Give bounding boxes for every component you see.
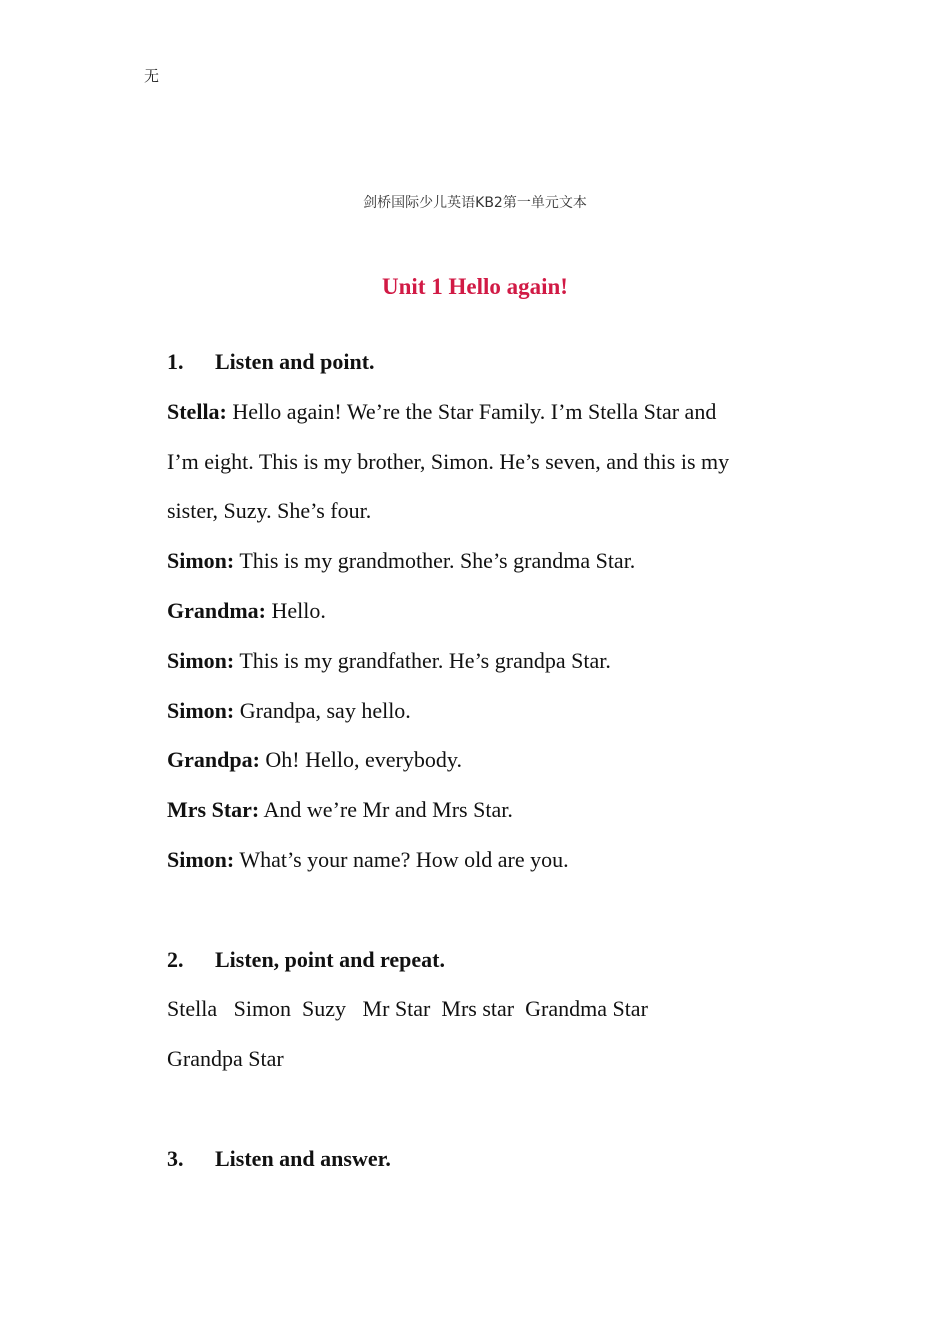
speaker-label: Simon: [167, 548, 235, 574]
names-line: Stella Simon Suzy Mr Star Mrs star Grandma Star [167, 996, 648, 1022]
section-heading-text: Listen and answer. [215, 1145, 391, 1171]
speaker-label: Simon: [167, 697, 235, 723]
section-number: 1. [167, 349, 184, 374]
section-1-heading [167, 337, 807, 387]
speaker-label: Stella: [167, 398, 227, 424]
dialogue-text: What’s your name? How old are you. [234, 846, 569, 872]
section-2-heading [167, 935, 807, 985]
dialogue-text: Hello again! We’re the Star Family. I’m Stella Star and [226, 398, 717, 424]
speaker-label: Simon: [167, 647, 235, 673]
section-3-heading [167, 1134, 807, 1184]
section-number: 2. [167, 946, 184, 972]
blank-line [167, 885, 807, 935]
section-number: 3. [167, 1145, 184, 1171]
unit-title: Unit 1 Hello again! [382, 274, 568, 299]
dialogue-text: This is my grandfather. He’s grandpa Star. [234, 647, 611, 673]
section-heading-text: Listen, point and repeat. [215, 946, 446, 972]
speaker-label: Simon: [167, 846, 235, 872]
dialogue-text: Oh! Hello, everybody. [259, 747, 462, 773]
dialogue-text: This is my grandmother. She’s grandma Star. [234, 548, 636, 574]
dialogue-line [167, 686, 807, 736]
dialogue-line [167, 387, 807, 437]
dialogue-text: Hello. [266, 597, 326, 623]
document-body [167, 337, 807, 1184]
dialogue-line [167, 735, 807, 785]
speaker-label: Grandma: [167, 597, 266, 623]
speaker-label: Grandpa: [167, 747, 260, 773]
dialogue-text: Grandpa, say hello. [234, 697, 411, 723]
section-heading-text: Listen and point. [215, 349, 375, 374]
dialogue-text: And we’re Mr and Mrs Star. [259, 797, 513, 823]
dialogue-continuation: sister, Suzy. She’s four. [167, 498, 372, 524]
dialogue-line [167, 586, 807, 636]
dialogue-line [167, 835, 807, 885]
dialogue-line [167, 636, 807, 686]
speaker-label: Mrs Star: [167, 797, 260, 823]
blank-line [167, 1084, 807, 1134]
header-mark: 无 [144, 67, 160, 85]
dialogue-line [167, 785, 807, 835]
names-line: Grandpa Star [167, 1046, 284, 1072]
dialogue-continuation: I’m eight. This is my brother, Simon. He’s seven, and this is my [167, 448, 730, 474]
dialogue-line [167, 536, 807, 586]
document-title: 剑桥国际少儿英语KB2第一单元文本 [363, 195, 587, 211]
